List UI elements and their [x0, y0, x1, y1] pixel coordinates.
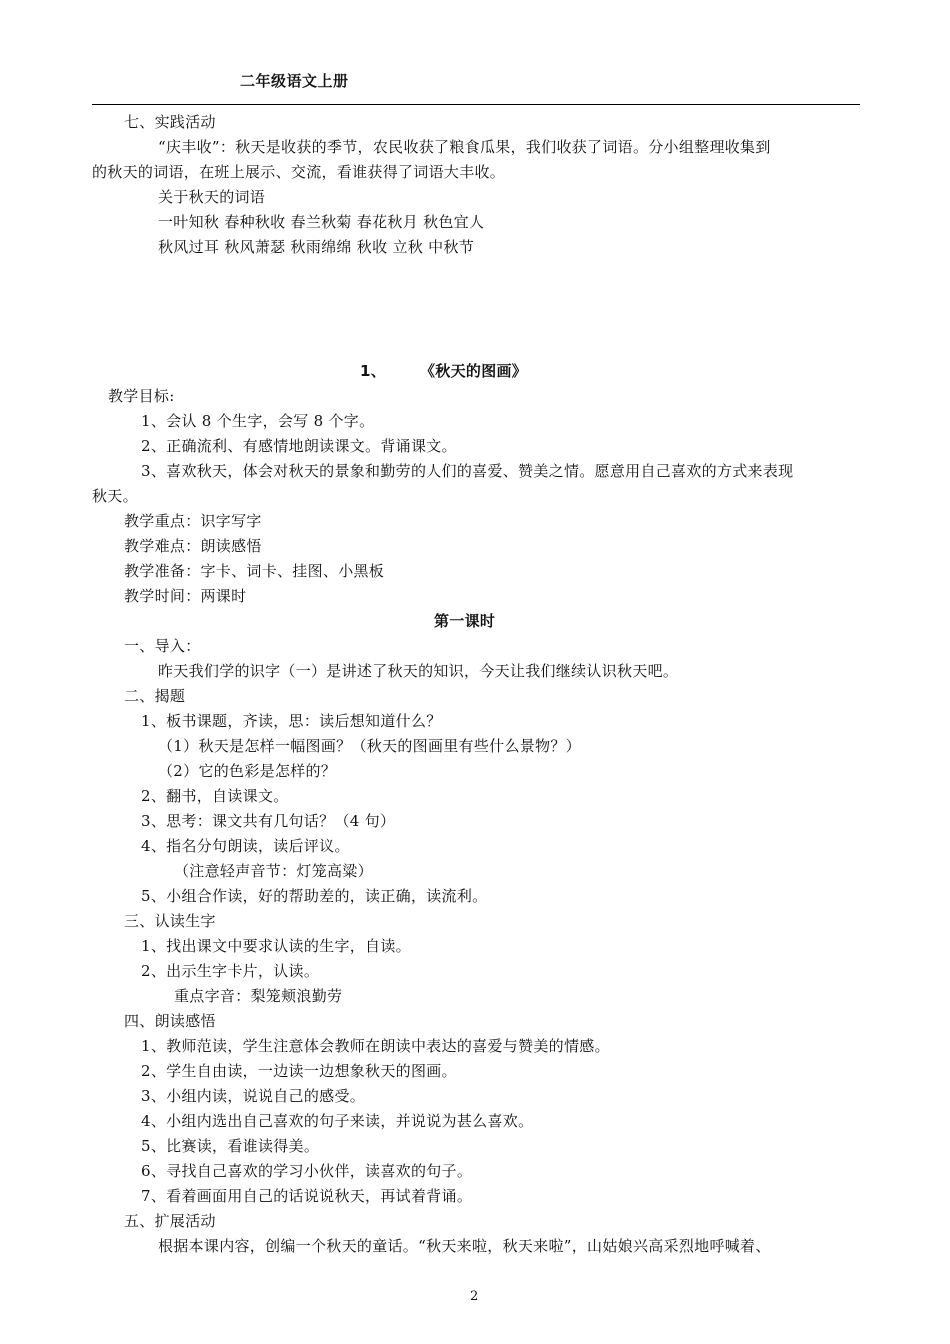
- goal-2: 2、正确流利、有感情地朗读课文。背诵课文。: [141, 437, 457, 455]
- s1-heading: 一、导入：: [124, 637, 201, 655]
- s3-item-1: 1、找出课文中要求认读的生字，自读。: [141, 937, 411, 955]
- s2-item-1b: （2）它的色彩是怎样的？: [158, 762, 337, 780]
- s4-item-6: 6、寻找自己喜欢的学习小伙伴，读喜欢的句子。: [141, 1162, 473, 1180]
- header-title: 二年级语文上册: [240, 72, 349, 90]
- s4-heading: 四、朗读感悟: [124, 1012, 216, 1030]
- section7-paragraph-line1: “庆丰收”：秋天是收获的季节，农民收获了粮食瓜果，我们收获了词语。分小组整理收集到: [158, 138, 771, 156]
- lesson-title: 《秋天的图画》: [420, 362, 528, 380]
- s5-heading: 五、扩展活动: [124, 1212, 216, 1230]
- s2-item-4: 4、指名分句朗读，读后评议。: [141, 837, 350, 855]
- s2-heading: 二、揭题: [124, 687, 186, 705]
- s3-note: 重点字音：梨笼颊浪勤劳: [174, 987, 343, 1005]
- lesson-number: 1、: [360, 362, 387, 380]
- teaching-time: 教学时间：两课时: [124, 587, 247, 605]
- period-title: 第一课时: [434, 612, 496, 630]
- section7-heading: 七、实践活动: [124, 113, 216, 131]
- goal-3-line1: 3、喜欢秋天，体会对秋天的景象和勤劳的人们的喜爱、赞美之情。愿意用自己喜欢的方式来表现: [141, 462, 794, 480]
- s2-item-2: 2、翻书，自读课文。: [141, 787, 289, 805]
- section7-paragraph-line2: 的秋天的词语，在班上展示、交流，看谁获得了词语大丰收。: [92, 163, 506, 181]
- s5-text: 根据本课内容，创编一个秋天的童话。“秋天来啦，秋天来啦”，山姑娘兴高采烈地呼喊着、: [158, 1237, 771, 1255]
- s4-item-5: 5、比赛读，看谁读得美。: [141, 1137, 320, 1155]
- autumn-words-line1: 一叶知秋 春种秋收 春兰秋菊 春花秋月 秋色宜人: [158, 213, 485, 231]
- s2-item-1: 1、板书课题，齐读，思：读后想知道什么？: [141, 712, 442, 730]
- s4-item-2: 2、学生自由读，一边读一边想象秋天的图画。: [141, 1062, 457, 1080]
- difficulty: 教学难点：朗读感悟: [124, 537, 262, 555]
- s2-item-4-note: （注意轻声音节：灯笼高粱）: [174, 862, 373, 880]
- s3-heading: 三、认读生字: [124, 912, 216, 930]
- goals-heading: 教学目标:: [108, 387, 175, 405]
- preparation: 教学准备：字卡、词卡、挂图、小黑板: [124, 562, 385, 580]
- s4-item-4: 4、小组内选出自己喜欢的句子来读，并说说为甚么喜欢。: [141, 1112, 534, 1130]
- goal-3-line2: 秋天。: [92, 487, 138, 505]
- s4-item-3: 3、小组内读，说说自己的感受。: [141, 1087, 366, 1105]
- autumn-words-title: 关于秋天的词语: [158, 188, 266, 206]
- s2-item-5: 5、小组合作读，好的帮助差的，读正确，读流利。: [141, 887, 488, 905]
- s3-item-2: 2、出示生字卡片，认读。: [141, 962, 320, 980]
- s1-text: 昨天我们学的识字（一）是讲述了秋天的知识，今天让我们继续认识秋天吧。: [158, 662, 679, 680]
- s2-item-1a: （1）秋天是怎样一幅图画？（秋天的图画里有些什么景物？）: [158, 737, 581, 755]
- s4-item-7: 7、看着画面用自己的话说说秋天，再试着背诵。: [141, 1187, 473, 1205]
- header-rule: [92, 104, 860, 105]
- s4-item-1: 1、教师范读，学生注意体会教师在朗读中表达的喜爱与赞美的情感。: [141, 1037, 610, 1055]
- goal-1: 1、会认 8 个生字，会写 8 个字。: [141, 412, 375, 430]
- s2-item-3: 3、思考：课文共有几句话？（4 句）: [141, 812, 396, 830]
- autumn-words-line2: 秋风过耳 秋风萧瑟 秋雨绵绵 秋收 立秋 中秋节: [158, 238, 475, 256]
- key-point: 教学重点：识字写字: [124, 512, 262, 530]
- page-number: 2: [470, 1289, 479, 1304]
